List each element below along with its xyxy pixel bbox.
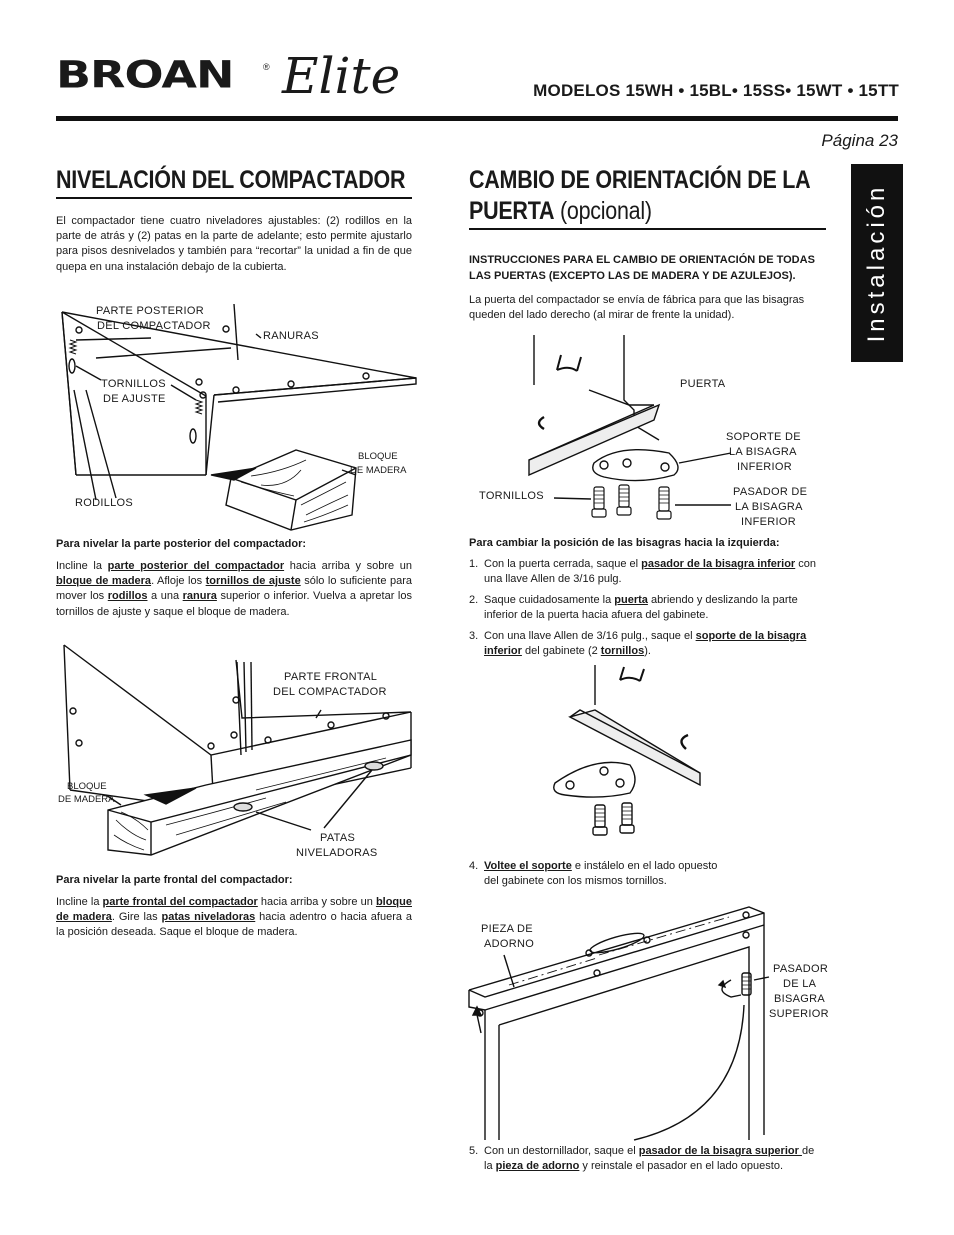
label-back-line1: PARTE POSTERIOR [96,305,205,317]
label-screws-line2: DE AJUSTE [103,393,166,405]
instructions-text: La puerta del compactador se envía de fábrica para que las bisagras queden del lado derecho (al mirar de frente la unidad). [469,294,805,322]
left-title-rule [56,197,412,199]
flip-bracket-figure [540,665,710,840]
label-upper-pin-line3: BISAGRA [774,993,826,1005]
label-back-line2: DEL COMPACTADOR [97,320,211,332]
label-support-line3: INFERIOR [737,461,792,473]
left-intro: El compactador tiene cuatro niveladores ajustables: (2) rodillos en la parte de atrás y (2) patas en la parte de adelante; esto permite ajustarlo para pisos desnivelados y también para “recortar” la unidad a fin de que quepa en una instalación debajo de la cubierta. [56,215,412,273]
right-title-rule [469,228,826,230]
label-trim-line1: PIEZA DE [481,923,533,935]
label-trim-line2: ADORNO [484,938,535,950]
label-support-line2: LA BISAGRA [729,446,797,458]
instructions-heading: INSTRUCCIONES PARA EL CAMBIO DE ORIENTACIÓN DE TODAS LAS PUERTAS (EXCEPTO LAS DE MADERA Y DE AZULEJOS). [469,254,815,282]
header-rule [56,116,898,121]
label-legs-line2: NIVELADORAS [296,847,378,859]
label-front-line1: PARTE FRONTAL [284,671,378,683]
label-legs-line1: PATAS [320,832,356,844]
label-upper-pin-line4: SUPERIOR [769,1008,829,1020]
models-heading: MODELOS 15WH • 15BL• 15SS• 15WT • 15TT [533,81,899,100]
label-pin-line2: LA BISAGRA [735,501,803,513]
back-instructions: Incline la parte posterior del compactador hacia arriba y sobre un bloque de madera. Afloje los tornillos de ajuste sólo lo suficiente para mover los rodillos a una ranura superior o inferior. Vuelva a apretar los tornillos de ajuste y saque el bloque de madera. [56,560,412,618]
label-upper-pin-line1: PASADOR [773,963,829,975]
right-title-line2: PUERTA (opcional) [469,197,652,225]
left-title: NIVELACIÓN DEL COMPACTADOR [56,166,406,194]
front-instructions: Incline la parte frontal del compactador hacia arriba y sobre un bloque de madera. Gire las patas niveladoras hacia adentro o hacia afuera a la posición deseada. Saque el bloque de madera. [56,896,412,939]
label-rollers: RODILLOS [75,497,134,509]
label-pin-line1: PASADOR DE [733,486,808,498]
registered-mark: ® [263,62,270,72]
label-upper-pin-line2: DE LA [783,978,817,990]
label-support-line1: SOPORTE DE [726,431,801,443]
label-block-line2: DE MADERA [350,465,407,476]
label-screws-hinge: TORNILLOS [479,490,544,502]
back-heading: Para nivelar la parte posterior del compactador: [56,538,307,550]
front-heading: Para nivelar la parte frontal del compactador: [56,874,293,886]
label-pin-line3: INFERIOR [741,516,796,528]
label-block2-line1: BLOQUE [67,781,107,792]
label-block-line1: BLOQUE [358,451,398,462]
section-tab-label: Instalación [863,183,890,343]
page-number: Página 23 [821,131,898,150]
label-door: PUERTA [680,378,726,390]
change-heading: Para cambiar la posición de las bisagras hacia la izquierda: [469,537,780,549]
right-title-line1: CAMBIO DE ORIENTACIÓN DE LA [469,166,811,194]
section-tab [851,164,903,362]
label-block2-line2: DE MADERA [58,794,115,805]
label-front-line2: DEL COMPACTADOR [273,686,387,698]
label-slots: RANURAS [263,330,319,342]
brand-sub-logo: Elite [282,47,401,105]
brand-logo: BROAN [56,52,234,97]
label-screws-line1: TORNILLOS [101,378,166,390]
